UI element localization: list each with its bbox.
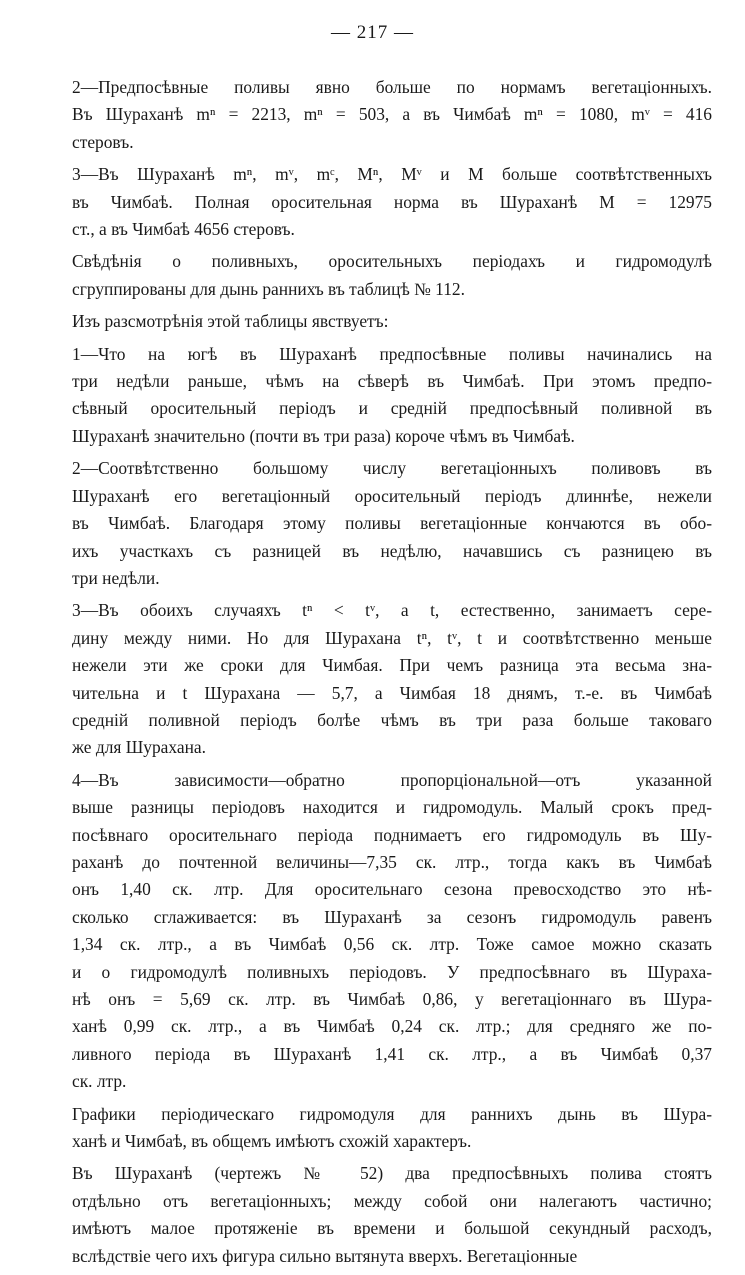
text-line: чительна и t Шурахана — 5,7, а Чимбая 18 днямъ, т.-е. въ Чимбаѣ [72, 682, 712, 703]
text-line: 2—Предпосѣвные поливы явно больше по нормамъ вегетаціонныхъ. [72, 77, 712, 97]
text-line: посѣвнаго оросительнаго періода поднимаетъ его гидромодуль въ Шу- [72, 824, 712, 845]
text-line: выше разницы періодовъ находится и гидромодуль. Малый срокъ пред- [72, 797, 712, 818]
text-line: нежели эти же сроки для Чимбая. При чемъ разница эта весьма зна- [72, 655, 712, 676]
text-line: 3—Въ обоихъ случаяхъ tⁿ < tᵛ, а t, естественно, занимаетъ сере- [72, 600, 712, 621]
paragraph [72, 308, 712, 335]
paragraph [72, 767, 712, 1096]
text-line: ливного періода въ Шураханѣ 1,41 ск. лтр., а въ Чимбаѣ 0,37 [72, 1043, 712, 1064]
paragraph [72, 455, 712, 592]
text-line: въ Чимбаѣ. Полная оросительная норма въ Шураханѣ M = 12975 [72, 191, 712, 212]
text-line: онъ 1,40 ск. лтр. Для оросительнаго сезона превосходство это нѣ- [72, 879, 712, 900]
paragraph [72, 161, 712, 243]
body-text [72, 74, 712, 1275]
text-line: 1,34 ск. лтр., а въ Чимбаѣ 0,56 ск. лтр. Тоже самое можно сказать [72, 934, 712, 955]
text-line: Графики періодическаго гидромодуля для раннихъ дынь въ Шура- [72, 1103, 712, 1124]
text-line: Шураханѣ его вегетаціонный оросительный періодъ длиннѣе, нежели [72, 485, 712, 506]
text-line: три недѣли раньше, чѣмъ на сѣверѣ въ Чимбаѣ. При этомъ предпо- [72, 371, 712, 392]
text-line: средній поливной періодъ болѣе чѣмъ въ три раза больше таковаго [72, 709, 712, 730]
text-line: раханѣ до почтенной величины—7,35 ск. лтр., тогда какъ въ Чимбаѣ [72, 851, 712, 872]
text-line: Изъ разсмотрѣнія этой таблицы явствуетъ: [72, 311, 389, 332]
text-line: ихъ участкахъ съ разницей въ недѣлю, начавшись съ разницею въ [72, 540, 712, 561]
text-line: сгруппированы для дынь раннихъ въ таблицѣ № 112. [72, 278, 465, 299]
text-line: вслѣдствіе чего ихъ фигура сильно вытянута вверхъ. Вегетаціонные [72, 1245, 578, 1266]
text-line: 1—Что на югѣ въ Шураханѣ предпосѣвные поливы начинались на [72, 343, 712, 364]
text-line: въ Чимбаѣ. Благодаря этому поливы вегетаціонные кончаются въ обо- [72, 513, 712, 534]
paragraph [72, 248, 712, 303]
text-line: ханѣ 0,99 ск. лтр., а въ Чимбаѣ 0,24 ск. лтр.; для средняго же по- [72, 1016, 712, 1037]
text-line: ханѣ и Чимбаѣ, въ общемъ имѣютъ схожій характеръ. [72, 1131, 472, 1152]
text-line: и о гидромодулѣ поливныхъ періодовъ. У предпосѣвнаго въ Шураха- [72, 961, 712, 982]
text-line: 4—Въ зависимости—обратно пропорціональной—отъ указанной [72, 769, 712, 790]
page-number: — 217 — [331, 22, 414, 43]
text-line: 3—Въ Шураханѣ mⁿ, mᵛ, mᶜ, Mⁿ, Mᵛ и M больше соотвѣтственныхъ [72, 164, 712, 185]
text-line: имѣютъ малое протяженіе въ времени и большой секундный расходъ, [72, 1218, 712, 1239]
text-line: же для Шурахана. [72, 737, 206, 758]
text-line: Въ Шураханѣ (чертежъ № 52) два предпосѣвныхъ полива стоятъ [72, 1163, 712, 1184]
text-line: нѣ онъ = 5,69 ск. лтр. въ Чимбаѣ 0,86, у вегетаціоннаго въ Шура- [72, 989, 712, 1009]
paragraph [72, 597, 712, 761]
text-line: сѣвный оросительный періодъ и средній предпосѣвный поливной въ [72, 398, 712, 419]
text-line: три недѣли. [72, 567, 160, 588]
text-line: Въ Шураханѣ mⁿ = 2213, mⁿ = 503, а въ Чимбаѣ mⁿ = 1080, mᵛ = 416 [72, 104, 712, 125]
text-line: дину между ними. Но для Шурахана tⁿ, tᵛ, t и соотвѣтственно меньше [72, 627, 712, 648]
text-line: ск. лтр. [72, 1071, 127, 1092]
paragraph [72, 74, 712, 156]
paragraph [72, 341, 712, 451]
text-line: Свѣдѣнія о поливныхъ, оросительныхъ періодахъ и гидромодулѣ [72, 251, 712, 272]
paragraph [72, 1101, 712, 1156]
text-line: стеровъ. [72, 131, 134, 152]
text-line: Шураханѣ значительно (почти въ три раза) короче чѣмъ въ Чимбаѣ. [72, 425, 575, 446]
text-line: сколько сглаживается: въ Шураханѣ за сезонъ гидромодуль равенъ [72, 906, 712, 927]
paragraph [72, 1160, 712, 1270]
text-line: ст., а въ Чимбаѣ 4656 стеровъ. [72, 219, 295, 240]
text-line: 2—Соотвѣтственно большому числу вегетаціонныхъ поливовъ въ [72, 458, 712, 479]
text-line: отдѣльно отъ вегетаціонныхъ; между собой они налегаютъ частично; [72, 1190, 712, 1211]
